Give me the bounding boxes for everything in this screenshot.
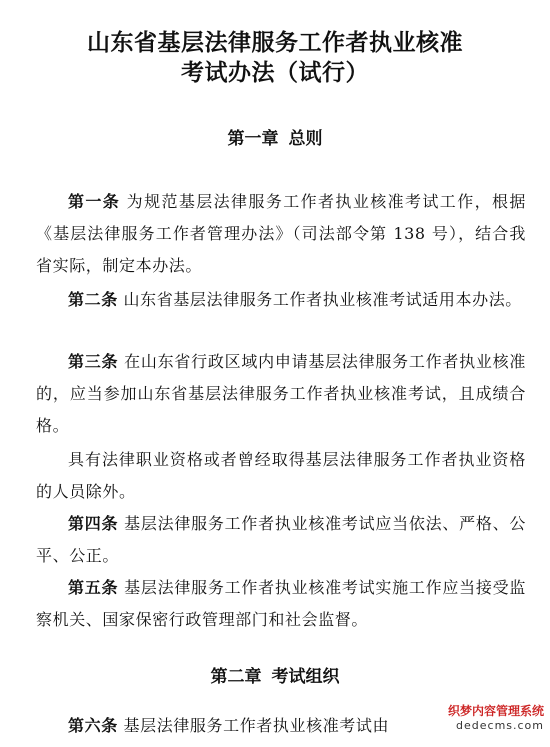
article-5 [36, 572, 526, 636]
article-3-exception: 具有法律职业资格或者曾经取得基层法律服务工作者执业资格的人员除外。 [36, 450, 526, 501]
document-title-line-1: 山东省基层法律服务工作者执业核准 [87, 30, 463, 56]
article-5-heading: 第五条 [68, 578, 119, 597]
article-2-heading: 第二条 [68, 290, 118, 309]
chapter-1-name: 总则 [288, 129, 323, 149]
chapter-2-name: 考试组织 [271, 667, 340, 687]
article-1 [36, 186, 526, 282]
article-5-body: 基层法律服务工作者执业核准考试实施工作应当接受监察机关、国家保密行政管理部门和社会监督。 [36, 578, 526, 629]
article-6-heading: 第六条 [68, 716, 118, 735]
site-watermark [422, 703, 544, 739]
article-3-body: 在山东省行政区域内申请基层法律服务工作者执业核准的，应当参加山东省基层法律服务工作者执业核准考试，且成绩合格。 [36, 352, 526, 435]
article-1-body: 为规范基层法律服务工作者执业核准考试工作，根据《基层法律服务工作者管理办法》（司法部令第 138 号），结合我省实际，制定本办法。 [36, 192, 526, 275]
chapter-1-number: 第一章 [227, 129, 279, 149]
watermark-title: 织梦内容管理系统 [447, 704, 544, 718]
document-title-line-2: 考试办法（试行） [181, 60, 369, 86]
chapter-heading-2 [0, 666, 550, 688]
chapter-heading-1 [0, 128, 550, 150]
article-4-heading: 第四条 [68, 514, 119, 533]
article-1-heading: 第一条 [68, 192, 121, 211]
chapter-2-number: 第二章 [210, 667, 262, 687]
article-3 [36, 346, 526, 442]
article-2-body: 山东省基层法律服务工作者执业核准考试适用本办法。 [123, 290, 522, 309]
watermark-domain: dedecms.com [456, 719, 544, 732]
article-4-body: 基层法律服务工作者执业核准考试应当依法、严格、公平、公正。 [36, 514, 526, 565]
article-6-body: 基层法律服务工作者执业核准考试由 [123, 716, 390, 735]
article-2 [36, 284, 526, 316]
article-3-heading: 第三条 [68, 352, 119, 371]
article-4 [36, 508, 526, 572]
